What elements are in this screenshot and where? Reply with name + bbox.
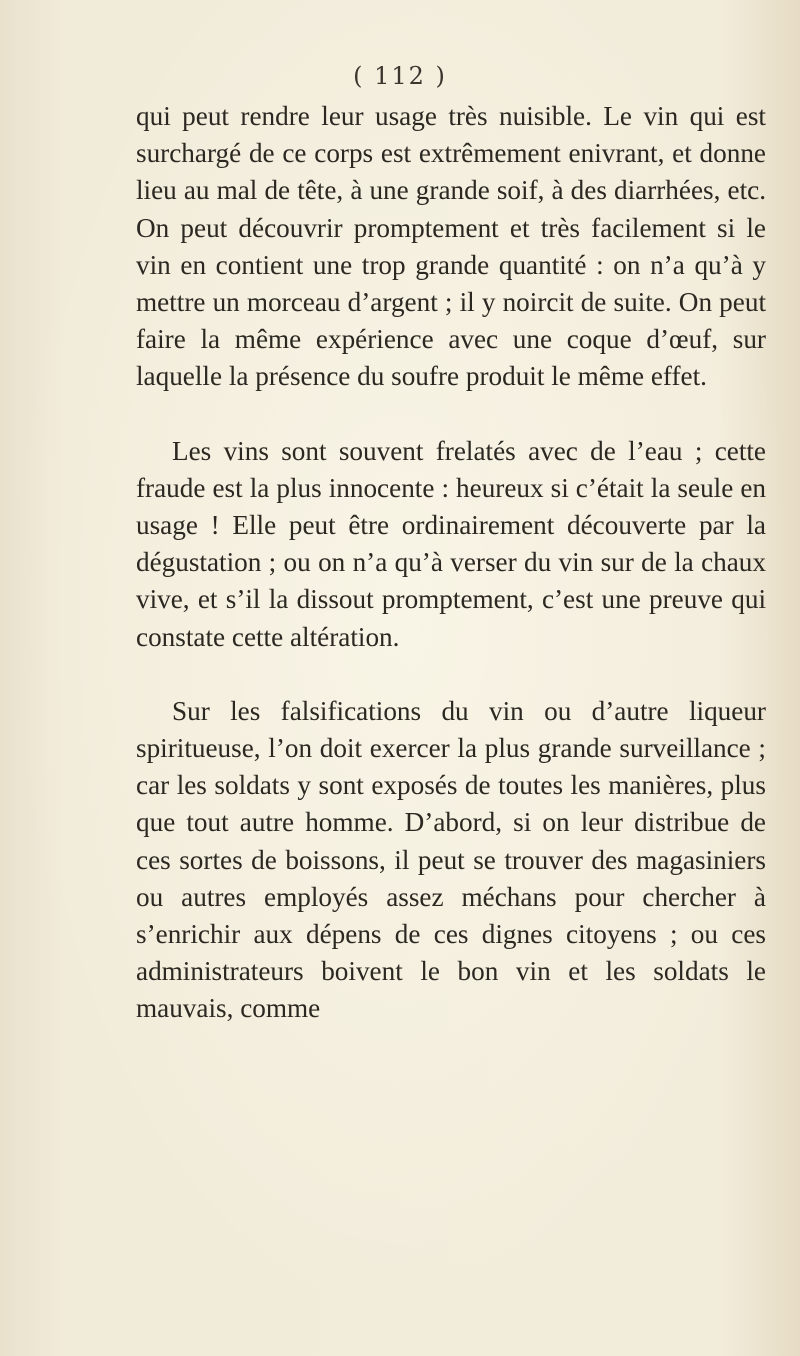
- paragraph-1: qui peut rendre leur usage très nuisible. Le vin qui est surchargé de ce corps est extrêmement enivrant, et donne lieu au mal de tête, à une grande soif, à des diarrhées, etc. On peut découvrir promptement et très facilement si le vin en contient une trop grande quantité : on n’a qu’à y mettre un morceau d’argent ; il y noircit de suite. On peut faire la même expérience avec une coque d’œuf, sur laquelle la présence du soufre produit le même effet.: [136, 101, 766, 392]
- paragraph-3: Sur les falsifications du vin ou d’autre liqueur spiritueuse, l’on doit exercer la plus grande surveillance ; car les soldats y sont exposés de toutes les manières, plus que tout autre homme. D’abord, si on leur distribue de ces sortes de boissons, il peut se trouver des magasiniers ou autres employés assez méchans pour chercher à s’enrichir aux dépens de ces dignes citoyens ; ou ces administrateurs boivent le bon vin et les soldats le mauvais, comme: [136, 695, 766, 1024]
- paragraph-gap: [136, 656, 766, 693]
- page-body: [136, 98, 766, 1028]
- paragraph-gap: [136, 396, 766, 433]
- page-number: ( 112 ): [353, 62, 447, 90]
- paragraph-2: Les vins sont souvent frelatés avec de l’eau ; cette fraude est la plus innocente : heureux si c’était la seule en usage ! Elle peut être ordinairement découverte par la dégustation ; ou on n’a qu’à verser du vin sur de la chaux vive, et s’il la dissout promptement, c’est une preuve qui constate cette altération.: [136, 435, 766, 652]
